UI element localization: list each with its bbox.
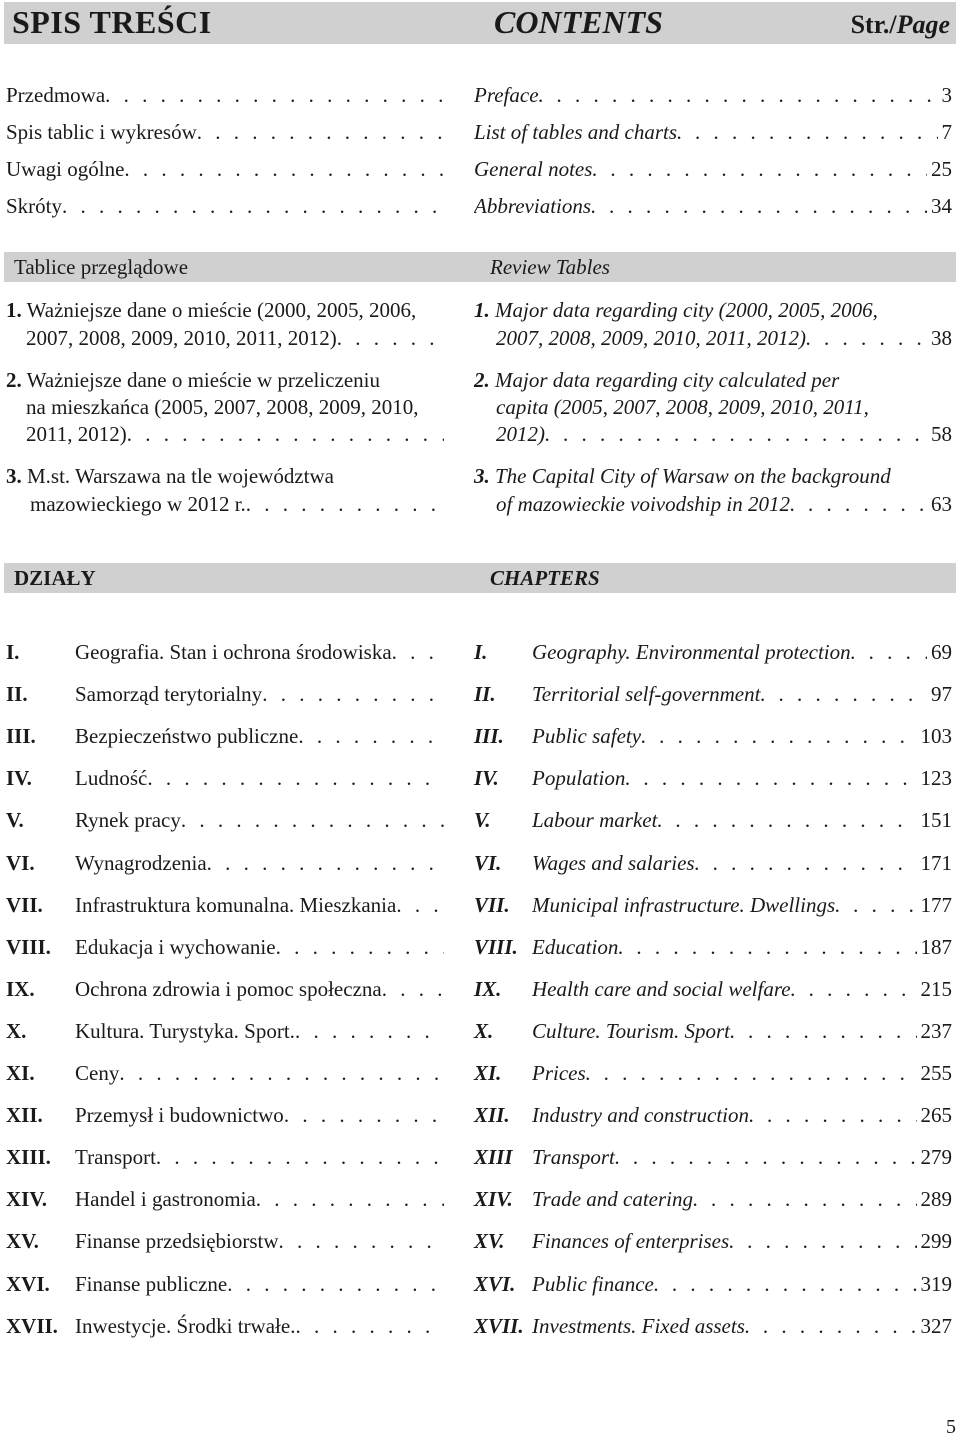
review-heading-pl: Tablice przeglądowe [14, 255, 189, 279]
chapters-header [4, 563, 956, 593]
title-en: CONTENTS [494, 4, 663, 40]
chapter-number-en: I. [474, 640, 488, 664]
review-item-3-pl[interactable]: 3. M.st. Warszawa na tle województwa [6, 464, 334, 488]
chapter-number-en: IV. [474, 766, 499, 790]
chapter-number-pl: XII. [6, 1103, 43, 1127]
review-item-1-en-cont: 2007, 2008, 2009, 2010, 2011, 2012) . . . 38 [496, 323, 952, 353]
chapter-number-pl: III. [6, 724, 36, 748]
chapter-number-en: VIII. [474, 935, 518, 959]
chapter-row-en[interactable]: Culture. Tourism. Sport . . . 237 [532, 1016, 952, 1046]
chapter-number-en: X. [474, 1019, 494, 1043]
chapter-row-en[interactable]: Industry and construction . . . 265 [532, 1100, 952, 1130]
chapter-page-number: 177 [920, 893, 952, 917]
chapter-page-number: 151 [920, 808, 952, 832]
chapter-row-pl[interactable]: Rynek pracy . . . [75, 805, 444, 835]
title-pl: SPIS TREŚCI [12, 4, 212, 40]
chapter-page-number: 289 [920, 1187, 952, 1211]
review-item-2-pl[interactable]: 2. Ważniejsze dane o mieście w przeliczeniu na mieszkańca (2005, 2007, 2008, 2009, 2010, [6, 368, 419, 419]
toc-row-preface-en[interactable]: Preface . . . 3 [474, 80, 952, 110]
chapter-row-pl[interactable]: Finanse przedsiębiorstw . . . [75, 1226, 444, 1256]
chapter-row-en[interactable]: Public safety . . . 103 [532, 721, 952, 751]
toc-row-preface-pl[interactable]: Przedmowa . . . [6, 80, 444, 110]
chapter-row-en[interactable]: Education . . . 187 [532, 932, 952, 962]
review-item-2-en[interactable]: 2. Major data regarding city calculated per capita (2005, 2007, 2008, 2009, 2010, 2011, [474, 368, 869, 419]
chapter-number-pl: I. [6, 640, 20, 664]
chapter-page-number: 123 [920, 766, 952, 790]
chapter-page-number: 265 [920, 1103, 952, 1127]
review-heading-en: Review Tables [490, 255, 610, 279]
chapter-row-pl[interactable]: Kultura. Turystyka. Sport. . . . [75, 1016, 444, 1046]
chapter-number-en: XIV. [474, 1187, 513, 1211]
toc-row-general-notes-en[interactable]: General notes . . . 25 [474, 154, 952, 184]
chapter-number-en: XII. [474, 1103, 510, 1127]
chapter-number-en: XVI. [474, 1272, 516, 1296]
chapter-number-pl: V. [6, 808, 24, 832]
chapter-row-pl[interactable]: Samorząd terytorialny . . . [75, 679, 444, 709]
review-item-2-en-cont: 2012) . . . 58 [496, 419, 952, 449]
chapter-number-pl: VII. [6, 893, 43, 917]
chapter-number-pl: XIII. [6, 1145, 51, 1169]
chapter-number-en: XI. [474, 1061, 502, 1085]
chapter-row-en[interactable]: Population . . . 123 [532, 763, 952, 793]
chapter-number-en: XV. [474, 1229, 505, 1253]
chapter-number-pl: IV. [6, 766, 32, 790]
chapter-row-pl[interactable]: Handel i gastronomia . . . [75, 1184, 444, 1214]
chapter-row-pl[interactable]: Finanse publiczne . . . [75, 1269, 444, 1299]
chapter-row-en[interactable]: Finances of enterprises . . . 299 [532, 1226, 952, 1256]
chapter-page-number: 327 [920, 1314, 952, 1338]
toc-row-abbreviations-en[interactable]: Abbreviations . . . 34 [474, 191, 952, 221]
chapter-page-number: 299 [920, 1229, 952, 1253]
chapter-number-pl: XVII. [6, 1314, 58, 1338]
review-item-3-en[interactable]: 3. The Capital City of Warsaw on the background [474, 464, 891, 488]
chapter-page-number: 171 [920, 851, 952, 875]
chapter-row-en[interactable]: Investments. Fixed assets . . . 327 [532, 1311, 952, 1341]
chapter-row-en[interactable]: Municipal infrastructure. Dwellings . . . 177 [532, 890, 952, 920]
review-item-1-pl[interactable]: 1. Ważniejsze dane o mieście (2000, 2005, 2006, [6, 298, 417, 322]
chapter-row-pl[interactable]: Infrastruktura komunalna. Mieszkania . . . [75, 890, 444, 920]
chapter-row-pl[interactable]: Edukacja i wychowanie . . . [75, 932, 444, 962]
page-column-label [851, 10, 950, 40]
chapter-number-pl: IX. [6, 977, 35, 1001]
chapter-page-number: 187 [920, 935, 952, 959]
chapter-page-number: 279 [920, 1145, 952, 1169]
chapter-row-pl[interactable]: Ludność . . . [75, 763, 444, 793]
chapter-page-number: 103 [920, 724, 952, 748]
review-item-1-pl-cont: 2007, 2008, 2009, 2010, 2011, 2012) . . . [26, 323, 444, 353]
chapter-number-en: II. [474, 682, 496, 706]
page-label-pl: Str./ [850, 10, 897, 39]
chapter-row-pl[interactable]: Geografia. Stan i ochrona środowiska . . . [75, 637, 444, 667]
chapter-number-pl: II. [6, 682, 28, 706]
chapter-row-pl[interactable]: Przemysł i budownictwo . . . [75, 1100, 444, 1130]
chapter-page-number: 319 [920, 1272, 952, 1296]
chapter-number-en: XIII [474, 1145, 513, 1169]
chapter-page-number: 97 [931, 682, 952, 706]
chapter-page-number: 237 [920, 1019, 952, 1043]
page-number: 5 [946, 1416, 956, 1438]
chapter-page-number: 69 [931, 640, 952, 664]
chapter-number-en: IX. [474, 977, 502, 1001]
chapter-page-number: 215 [920, 977, 952, 1001]
chapter-row-en[interactable]: Trade and catering . . . 289 [532, 1184, 952, 1214]
review-item-3-en-cont: of mazowieckie voivodship in 2012 . . . 63 [496, 489, 952, 519]
review-item-1-en[interactable]: 1. Major data regarding city (2000, 2005, 2006, [474, 298, 878, 322]
chapter-number-en: XVII. [474, 1314, 524, 1338]
chapter-number-en: VI. [474, 851, 502, 875]
chapter-row-en[interactable]: Territorial self-government . . . 97 [532, 679, 952, 709]
chapter-number-en: VII. [474, 893, 510, 917]
chapter-row-en[interactable]: Prices . . . 255 [532, 1058, 952, 1088]
chapter-number-pl: XV. [6, 1229, 39, 1253]
review-item-2-pl-cont: 2011, 2012) . . . [26, 419, 444, 449]
chapter-row-pl[interactable]: Ochrona zdrowia i pomoc społeczna . . . [75, 974, 444, 1004]
chapter-row-en[interactable]: Public finance . . . 319 [532, 1269, 952, 1299]
contents-header [4, 2, 956, 44]
page-label-en: Page [896, 10, 950, 39]
review-item-3-pl-cont: mazowieckiego w 2012 r. . . . [30, 489, 444, 519]
chapter-number-en: V. [474, 808, 491, 832]
chapter-row-en[interactable]: Labour market . . . 151 [532, 805, 952, 835]
chapter-number-pl: XVI. [6, 1272, 50, 1296]
chapter-page-number: 255 [920, 1061, 952, 1085]
chapter-number-en: III. [474, 724, 504, 748]
chapters-heading-en: CHAPTERS [490, 566, 600, 590]
chapter-row-en[interactable]: Health care and social welfare . . . 215 [532, 974, 952, 1004]
chapter-row-en[interactable]: Geography. Environmental protection . . . 69 [532, 637, 952, 667]
chapter-row-pl[interactable]: Inwestycje. Środki trwałe. . . . [75, 1311, 444, 1341]
chapter-row-pl[interactable]: Ceny . . . [75, 1058, 444, 1088]
chapter-number-pl: XI. [6, 1061, 35, 1085]
review-tables-header [4, 252, 956, 282]
toc-row-abbreviations-pl[interactable]: Skróty . . . [6, 191, 444, 221]
toc-row-tables-list-en[interactable]: List of tables and charts . . . 7 [474, 117, 952, 147]
toc-row-tables-list-pl[interactable]: Spis tablic i wykresów . . . [6, 117, 444, 147]
chapter-number-pl: VI. [6, 851, 35, 875]
chapter-row-pl[interactable]: Bezpieczeństwo publiczne . . . [75, 721, 444, 751]
chapters-heading-pl: DZIAŁY [14, 566, 96, 590]
toc-row-general-notes-pl[interactable]: Uwagi ogólne . . . [6, 154, 444, 184]
chapter-row-en[interactable]: Wages and salaries . . . 171 [532, 848, 952, 878]
chapter-row-pl[interactable]: Transport . . . [75, 1142, 444, 1172]
chapter-number-pl: XIV. [6, 1187, 48, 1211]
chapter-row-en[interactable]: Transport . . . 279 [532, 1142, 952, 1172]
chapter-number-pl: VIII. [6, 935, 51, 959]
chapter-row-pl[interactable]: Wynagrodzenia . . . [75, 848, 444, 878]
chapter-number-pl: X. [6, 1019, 27, 1043]
